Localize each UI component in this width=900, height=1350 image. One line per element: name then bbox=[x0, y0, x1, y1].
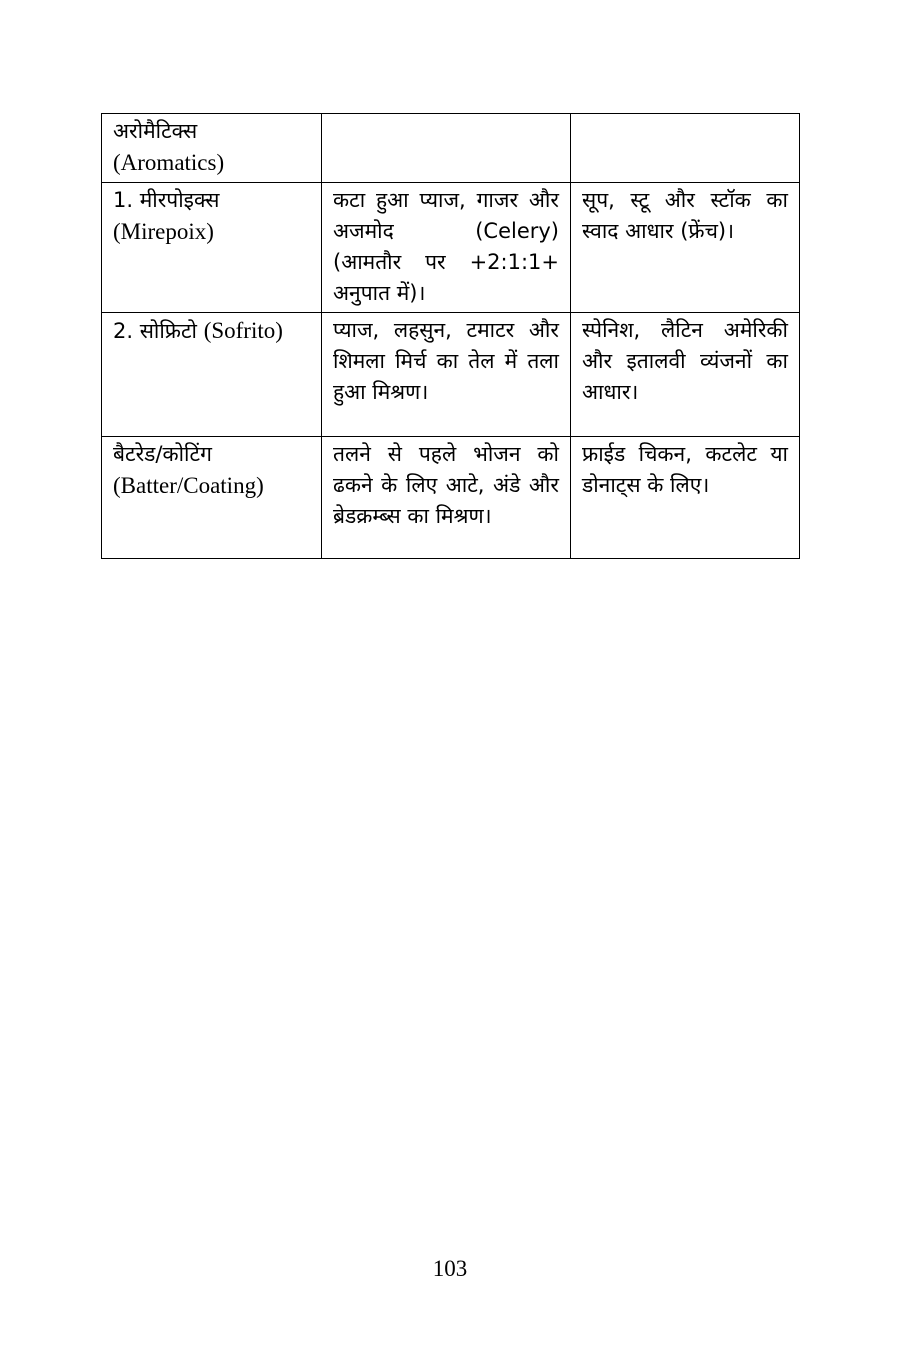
table-cell bbox=[102, 313, 322, 437]
cell-text-hindi: बैटरेड/कोटिंग bbox=[113, 442, 212, 466]
table-cell bbox=[322, 114, 571, 183]
table-row bbox=[102, 437, 800, 559]
table-cell: प्याज, लहसुन, टमाटर और शिमला मिर्च का तेल में तला हुआ मिश्रण। bbox=[322, 313, 571, 437]
cell-text-hindi: अरोमैटिक्स bbox=[113, 119, 198, 143]
cell-text-hindi: 1. मीरपोइक्स bbox=[113, 188, 220, 212]
cell-text-english: (Aromatics) bbox=[113, 150, 225, 175]
table-cell bbox=[102, 114, 322, 183]
cell-text-english: (Sofrito) bbox=[203, 318, 283, 343]
table-cell: सूप, स्टू और स्टॉक का स्वाद आधार (फ्रेंच)। bbox=[571, 183, 800, 313]
table-cell bbox=[102, 437, 322, 559]
page-number: 103 bbox=[432, 1256, 468, 1281]
cell-text-english: (Mirepoix) bbox=[113, 219, 214, 244]
table-row bbox=[102, 313, 800, 437]
table-cell: स्पेनिश, लैटिन अमेरिकी और इतालवी व्यंजनों का आधार। bbox=[571, 313, 800, 437]
table-cell: फ्राईड चिकन, कटलेट या डोनाट्स के लिए। bbox=[571, 437, 800, 559]
table-cell: तलने से पहले भोजन को ढकने के लिए आटे, अंडे और ब्रेडक्रम्ब्स का मिश्रण। bbox=[322, 437, 571, 559]
table-cell bbox=[102, 183, 322, 313]
table-cell bbox=[571, 114, 800, 183]
cell-text-hindi: 2. सोफ्रिटो bbox=[113, 319, 197, 343]
cell-text-english: (Batter/Coating) bbox=[113, 473, 264, 498]
table-cell: कटा हुआ प्याज, गाजर और अजमोद (Celery) (आमतौर पर +2:1:1+ अनुपात में)। bbox=[322, 183, 571, 313]
table-row bbox=[102, 114, 800, 183]
content-table bbox=[101, 113, 800, 559]
table-row bbox=[102, 183, 800, 313]
